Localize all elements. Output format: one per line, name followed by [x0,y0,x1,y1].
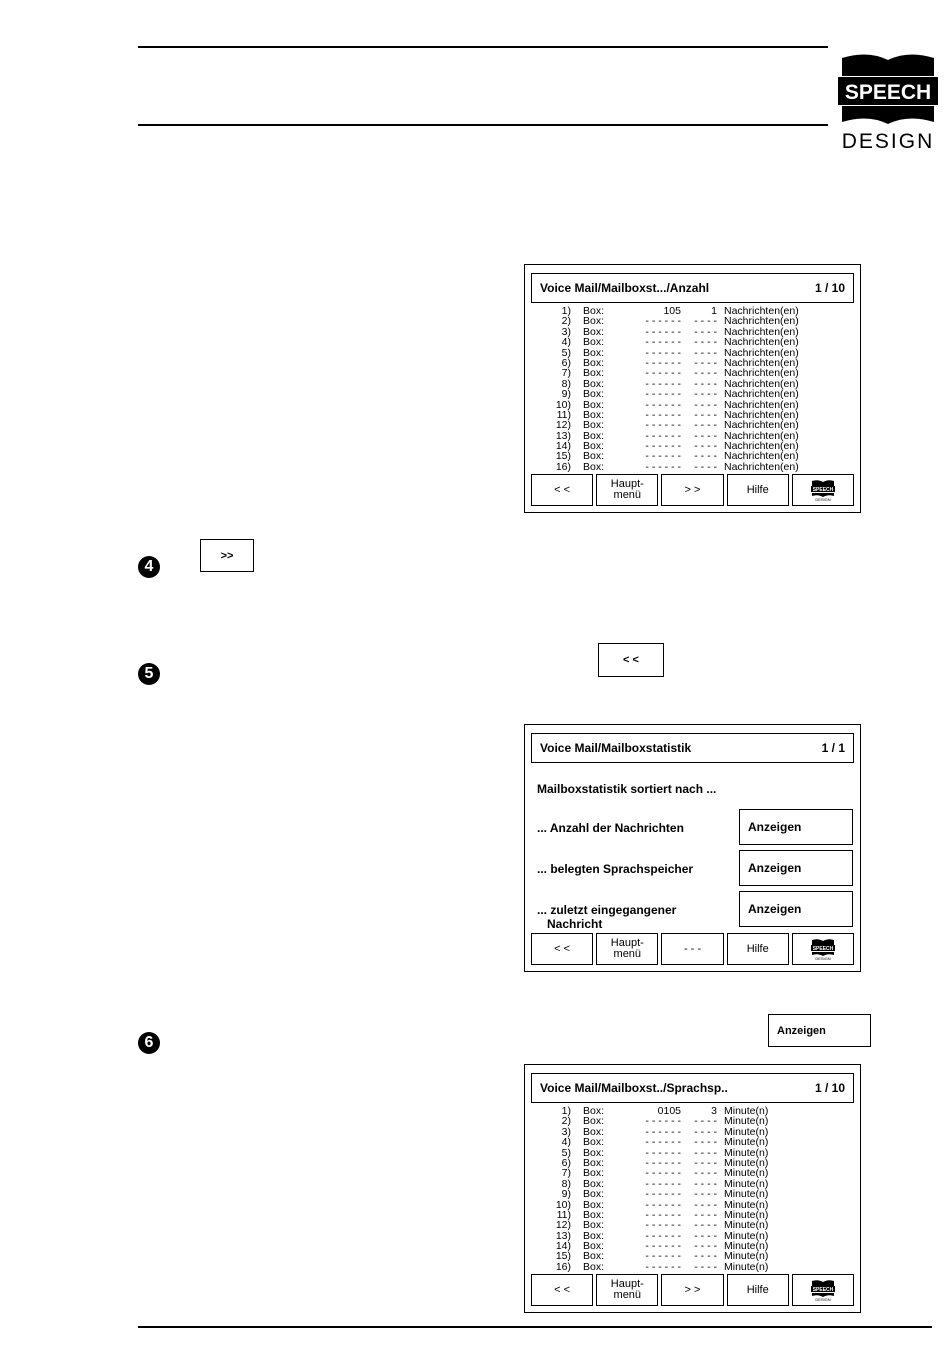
row-box-id: - - - - - - [645,1177,681,1190]
main-menu-label: Haupt- menü [610,478,644,501]
logo-icon-text-top: SPEECH [812,487,834,493]
row-box-label: Box: [583,398,605,411]
row-unit: Nachrichten(en) [724,440,799,453]
screen-sprachspeicher [524,1064,861,1313]
row-unit: Nachrichten(en) [724,460,799,473]
list-item [531,451,854,461]
list-item [531,1106,854,1116]
logo-icon-text-bottom: DESIGN [815,956,831,961]
list-item [531,1158,854,1168]
row-unit: Minute(n) [724,1136,769,1149]
list-item [531,441,854,451]
row-number: 4) [561,336,571,349]
next-inline-button[interactable]: >> [200,539,254,572]
row-unit: Minute(n) [724,1198,769,1211]
show-last-message-button[interactable]: Anzeigen [739,891,853,927]
row-box-id: - - - - - - [645,398,681,411]
row-unit: Minute(n) [724,1167,769,1180]
row-unit: Minute(n) [724,1229,769,1242]
list-item [531,379,854,389]
row-box-label: Box: [583,1188,605,1201]
row-count: - - - - [694,1156,717,1169]
screen-mailboxstatistik [524,724,861,972]
row-unit: Nachrichten(en) [724,346,799,359]
row-count: - - - - [694,398,717,411]
row-unit: Nachrichten(en) [724,398,799,411]
row-unit: Nachrichten(en) [724,315,799,328]
row-unit: Minute(n) [724,1260,769,1273]
row-box-id: - - - - - - [645,1240,681,1253]
row-box-id: - - - - - - [645,388,681,401]
row-number: 9) [561,1188,571,1201]
row-unit: Nachrichten(en) [724,429,799,442]
row-box-id: - - - - - - [645,1156,681,1169]
row-number: 2) [561,1115,571,1128]
row-box-label: Box: [583,1146,605,1159]
row-box-label: Box: [583,367,605,380]
prev-inline-button[interactable]: < < [598,643,664,677]
help-button[interactable]: Hilfe [727,474,789,506]
row-count: - - - - [694,429,717,442]
next-button[interactable]: > > [661,474,723,506]
speech-design-logo [838,46,938,154]
step-4-marker: 4 [138,556,160,578]
row-box-label: Box: [583,429,605,442]
row-box-label: Box: [583,450,605,463]
row-number: 9) [561,388,571,401]
row-box-label: Box: [583,1167,605,1180]
row-number: 15) [555,1250,571,1263]
header-rule-top [138,46,828,48]
row-count: 1 [711,305,717,317]
row-count: - - - - [694,1167,717,1180]
row-count: - - - - [694,377,717,390]
row-count: - - - - [694,450,717,463]
row-number: 5) [561,346,571,359]
row-count: - - - - [694,356,717,369]
list-item [531,1137,854,1147]
row-box-id: - - - - - - [645,429,681,442]
next-button[interactable]: > > [661,1274,723,1306]
row-box-id: - - - - - - [645,356,681,369]
row-count: - - - - [694,346,717,359]
row-unit: Nachrichten(en) [724,356,799,369]
row-number: 16) [555,460,571,473]
logo-icon [810,937,836,961]
screen-anzahl [524,264,861,513]
row-count: - - - - [694,1208,717,1221]
row-box-id: 0105 [657,1105,681,1117]
row-box-id: - - - - - - [645,336,681,349]
row-box-label: Box: [583,1250,605,1263]
row-count: 3 [711,1105,717,1117]
row-number: 16) [555,1260,571,1273]
logo-icon-text-bottom: DESIGN [815,1297,831,1302]
logo-text-speech: SPEECH [844,81,932,104]
option-last-message: ... zuletzt eingegangener Nachricht [537,903,677,931]
row-number: 13) [555,429,571,442]
row-box-id: - - - - - - [645,325,681,338]
row-box-id: 105 [663,305,681,317]
row-box-label: Box: [583,305,605,317]
row-box-id: - - - - - - [645,1260,681,1273]
list-item [531,431,854,441]
row-number: 3) [561,1125,571,1138]
row-count: - - - - [694,460,717,473]
row-count: - - - - [694,1240,717,1253]
row-box-label: Box: [583,440,605,453]
row-count: - - - - [694,1250,717,1263]
row-number: 10) [555,1198,571,1211]
screen-title: Voice Mail/Mailboxst.../Anzahl [540,281,710,295]
row-number: 6) [561,1156,571,1169]
row-box-label: Box: [583,1208,605,1221]
row-box-label: Box: [583,1156,605,1169]
row-unit: Nachrichten(en) [724,377,799,390]
row-unit: Nachrichten(en) [724,419,799,432]
main-menu-button[interactable] [596,933,658,965]
list-item [531,368,854,378]
row-number: 14) [555,440,571,453]
row-unit: Nachrichten(en) [724,325,799,338]
row-number: 5) [561,1146,571,1159]
help-button[interactable]: Hilfe [727,1274,789,1306]
list-item [531,1189,854,1199]
row-count: - - - - [694,1260,717,1273]
list-item [531,1241,854,1251]
list-item [531,420,854,430]
row-box-id: - - - - - - [645,377,681,390]
row-number: 3) [561,325,571,338]
row-unit: Minute(n) [724,1146,769,1159]
prev-button[interactable]: < < [531,1274,593,1306]
list-item [531,1251,854,1261]
row-unit: Nachrichten(en) [724,450,799,463]
footer-rule [138,1326,932,1328]
list-item [531,1168,854,1178]
list-item [531,1148,854,1158]
list-item [531,1231,854,1241]
list-item [531,327,854,337]
row-count: - - - - [694,1198,717,1211]
row-number: 1) [561,305,571,317]
row-unit: Nachrichten(en) [724,336,799,349]
row-box-id: - - - - - - [645,1188,681,1201]
row-box-id: - - - - - - [645,450,681,463]
row-count: - - - - [694,1125,717,1138]
row-count: - - - - [694,1188,717,1201]
row-box-id: - - - - - - [645,1167,681,1180]
row-box-label: Box: [583,388,605,401]
row-number: 2) [561,315,571,328]
row-number: 7) [561,367,571,380]
screen-title: Voice Mail/Mailboxst../Sprachsp.. [540,1081,728,1095]
row-box-label: Box: [583,460,605,473]
row-count: - - - - [694,367,717,380]
row-box-label: Box: [583,325,605,338]
screen-title-bar [531,273,854,303]
row-unit: Minute(n) [724,1188,769,1201]
show-message-count-button[interactable]: Anzeigen [739,809,853,845]
list-item [531,410,854,420]
row-box-label: Box: [583,377,605,390]
row-box-id: - - - - - - [645,1250,681,1263]
row-count: - - - - [694,336,717,349]
row-box-id: - - - - - - [645,1125,681,1138]
show-inline-button[interactable]: Anzeigen [768,1014,871,1047]
page-indicator: 1 / 10 [814,281,845,295]
screen-title-bar [531,1073,854,1103]
main-menu-label: Haupt- menü [610,1278,644,1301]
row-unit: Nachrichten(en) [724,408,799,421]
list-item [531,1220,854,1230]
list-item [531,358,854,368]
option-voice-memory: ... belegten Sprachspeicher [537,862,694,876]
row-box-id: - - - - - - [645,440,681,453]
row-box-label: Box: [583,408,605,421]
row-number: 1) [561,1105,571,1117]
list-item [531,1179,854,1189]
screen-title: Voice Mail/Mailboxstatistik [540,741,692,755]
prev-button[interactable]: < < [531,933,593,965]
button-bar [531,933,854,965]
logo-button[interactable] [792,474,854,506]
row-number: 10) [555,398,571,411]
row-box-label: Box: [583,419,605,432]
row-count: - - - - [694,325,717,338]
row-number: 12) [555,419,571,432]
row-box-id: - - - - - - [645,1146,681,1159]
list-item [531,462,854,472]
row-number: 13) [555,1229,571,1242]
page-indicator: 1 / 1 [821,741,845,755]
row-box-id: - - - - - - [645,1136,681,1149]
step-5-marker: 5 [138,663,160,685]
main-menu-button[interactable] [596,474,658,506]
logo-button[interactable] [792,1274,854,1306]
list-item [531,389,854,399]
row-unit: Nachrichten(en) [724,305,799,317]
row-number: 7) [561,1167,571,1180]
row-count: - - - - [694,1136,717,1149]
row-count: - - - - [694,315,717,328]
row-unit: Nachrichten(en) [724,367,799,380]
row-box-label: Box: [583,1260,605,1273]
row-unit: Minute(n) [724,1219,769,1232]
row-number: 8) [561,377,571,390]
row-box-label: Box: [583,1240,605,1253]
row-box-label: Box: [583,1115,605,1128]
row-count: - - - - [694,1146,717,1159]
list-item [531,1210,854,1220]
row-unit: Minute(n) [724,1177,769,1190]
logo-icon-text-top: SPEECH [812,946,834,952]
row-unit: Minute(n) [724,1115,769,1128]
row-unit: Minute(n) [724,1105,769,1117]
row-box-id: - - - - - - [645,1198,681,1211]
option-message-count: ... Anzahl der Nachrichten [537,821,684,835]
row-box-label: Box: [583,1198,605,1211]
row-number: 14) [555,1240,571,1253]
mailbox-list [531,306,854,472]
header-rule-bottom [138,124,828,126]
row-number: 6) [561,356,571,369]
row-box-label: Box: [583,1105,605,1117]
list-item [531,337,854,347]
row-count: - - - - [694,1177,717,1190]
prev-button[interactable]: < < [531,474,593,506]
row-box-label: Box: [583,346,605,359]
row-box-label: Box: [583,1125,605,1138]
list-item [531,1262,854,1272]
list-item [531,1200,854,1210]
list-item [531,306,854,316]
row-box-id: - - - - - - [645,367,681,380]
logo-icon [810,1278,836,1302]
sort-heading: Mailboxstatistik sortiert nach ... [537,782,717,796]
row-box-id: - - - - - - [645,1219,681,1232]
step-6-marker: 6 [138,1032,160,1054]
row-count: - - - - [694,1115,717,1128]
row-box-label: Box: [583,1136,605,1149]
row-unit: Minute(n) [724,1156,769,1169]
row-box-id: - - - - - - [645,460,681,473]
row-box-label: Box: [583,315,605,328]
logo-text-design: DESIGN [841,130,935,153]
row-number: 11) [556,1208,571,1221]
row-box-label: Box: [583,1229,605,1242]
logo-button[interactable] [792,933,854,965]
row-box-id: - - - - - - [645,408,681,421]
logo-icon-text-bottom: DESIGN [815,497,831,502]
row-unit: Minute(n) [724,1250,769,1263]
row-number: 15) [555,450,571,463]
list-item [531,348,854,358]
main-menu-label: Haupt- menü [610,937,644,960]
row-box-label: Box: [583,336,605,349]
row-box-id: - - - - - - [645,1115,681,1128]
empty-button[interactable]: - - - [661,933,723,965]
main-menu-button[interactable] [596,1274,658,1306]
row-count: - - - - [694,388,717,401]
row-box-id: - - - - - - [645,1229,681,1242]
row-unit: Minute(n) [724,1240,769,1253]
row-unit: Minute(n) [724,1125,769,1138]
row-count: - - - - [694,440,717,453]
row-box-id: - - - - - - [645,419,681,432]
row-count: - - - - [694,419,717,432]
row-count: - - - - [694,1229,717,1242]
logo-icon-text-top: SPEECH [812,1287,834,1293]
list-item [531,400,854,410]
row-box-label: Box: [583,1177,605,1190]
list-item [531,1127,854,1137]
show-voice-memory-button[interactable]: Anzeigen [739,850,853,886]
row-box-id: - - - - - - [645,346,681,359]
row-number: 12) [555,1219,571,1232]
mailbox-list [531,1106,854,1272]
list-item [531,316,854,326]
page-indicator: 1 / 10 [814,1081,845,1095]
row-number: 8) [561,1177,571,1190]
screen-title-bar [531,733,854,763]
list-item [531,1116,854,1126]
row-count: - - - - [694,408,717,421]
row-box-id: - - - - - - [645,315,681,328]
button-bar [531,1274,854,1306]
button-bar [531,474,854,506]
row-box-id: - - - - - - [645,1208,681,1221]
row-unit: Minute(n) [724,1208,769,1221]
row-box-label: Box: [583,1219,605,1232]
logo-icon [810,478,836,502]
row-number: 11) [556,408,571,421]
row-unit: Nachrichten(en) [724,388,799,401]
row-box-label: Box: [583,356,605,369]
row-number: 4) [561,1136,571,1149]
help-button[interactable]: Hilfe [727,933,789,965]
row-count: - - - - [694,1219,717,1232]
